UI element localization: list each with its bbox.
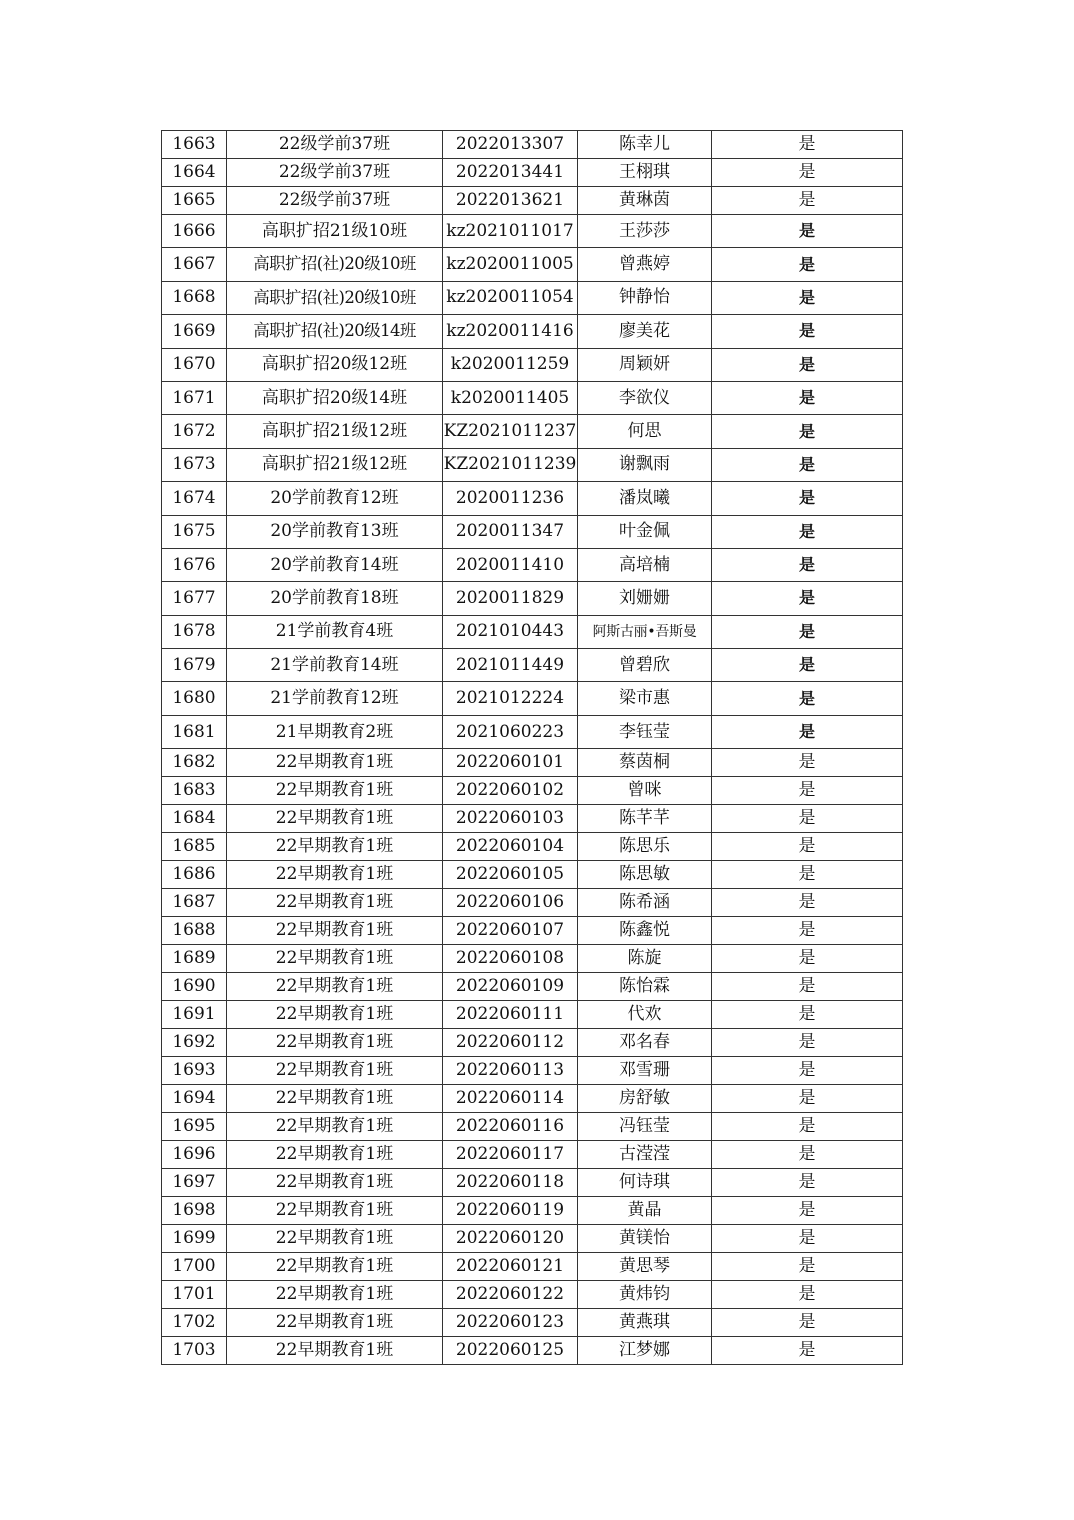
class-cell: 20学前教育13班 — [227, 515, 443, 548]
student-id-cell: 2022013307 — [443, 131, 578, 159]
class-cell: 22早期教育1班 — [227, 861, 443, 889]
student-name-cell: 何思 — [578, 415, 712, 448]
row-number-cell: 1677 — [162, 582, 227, 615]
student-name-cell: 阿斯古丽•吾斯曼 — [578, 615, 712, 648]
status-cell: 是 — [712, 1169, 903, 1197]
student-id-cell: kz2020011054 — [443, 281, 578, 314]
class-cell: 22早期教育1班 — [227, 777, 443, 805]
class-cell: 高职扩招21级12班 — [227, 448, 443, 481]
table-row — [162, 682, 903, 715]
table-row — [162, 159, 903, 187]
status-cell: 是 — [712, 777, 903, 805]
row-number-cell: 1682 — [162, 749, 227, 777]
student-id-cell: 2022013621 — [443, 187, 578, 215]
class-cell: 22早期教育1班 — [227, 1057, 443, 1085]
table-row — [162, 1309, 903, 1337]
table-row — [162, 515, 903, 548]
student-id-cell: KZ2021011237 — [443, 415, 578, 448]
row-number-cell: 1666 — [162, 215, 227, 248]
student-id-cell: 2022060119 — [443, 1197, 578, 1225]
status-cell: 是 — [712, 1337, 903, 1365]
student-id-cell: 2020011410 — [443, 548, 578, 581]
status-cell: 是 — [712, 833, 903, 861]
status-cell: 是 — [712, 1281, 903, 1309]
table-row — [162, 945, 903, 973]
row-number-cell: 1673 — [162, 448, 227, 481]
row-number-cell: 1668 — [162, 281, 227, 314]
class-cell: 高职扩招(社)20级10班 — [227, 248, 443, 281]
student-name-cell: 陈幸儿 — [578, 131, 712, 159]
table-row — [162, 215, 903, 248]
class-cell: 22早期教育1班 — [227, 1169, 443, 1197]
student-name-cell: 代欢 — [578, 1001, 712, 1029]
row-number-cell: 1676 — [162, 548, 227, 581]
table-row — [162, 1001, 903, 1029]
student-name-cell: 何诗琪 — [578, 1169, 712, 1197]
table-row — [162, 1113, 903, 1141]
student-name-cell: 周颖妍 — [578, 348, 712, 381]
table-row — [162, 889, 903, 917]
student-id-cell: 2022060106 — [443, 889, 578, 917]
student-id-cell: 2020011236 — [443, 482, 578, 515]
table-row — [162, 281, 903, 314]
table-row — [162, 1057, 903, 1085]
table-row — [162, 1169, 903, 1197]
table-row — [162, 131, 903, 159]
row-number-cell: 1695 — [162, 1113, 227, 1141]
class-cell: 高职扩招(社)20级14班 — [227, 315, 443, 348]
row-number-cell: 1697 — [162, 1169, 227, 1197]
table-row — [162, 248, 903, 281]
student-name-cell: 邓名春 — [578, 1029, 712, 1057]
table-row — [162, 777, 903, 805]
student-id-cell: 2022060104 — [443, 833, 578, 861]
class-cell: 22早期教育1班 — [227, 1281, 443, 1309]
student-id-cell: k2020011259 — [443, 348, 578, 381]
student-id-cell: 2022013441 — [443, 159, 578, 187]
status-cell: 是 — [712, 582, 903, 615]
table-row — [162, 917, 903, 945]
class-cell: 高职扩招20级14班 — [227, 381, 443, 414]
student-id-cell: 2022060121 — [443, 1253, 578, 1281]
student-name-cell: 廖美花 — [578, 315, 712, 348]
table-row — [162, 715, 903, 748]
class-cell: 22早期教育1班 — [227, 1141, 443, 1169]
row-number-cell: 1700 — [162, 1253, 227, 1281]
table-row — [162, 1085, 903, 1113]
status-cell: 是 — [712, 805, 903, 833]
student-name-cell: 冯钰莹 — [578, 1113, 712, 1141]
table-row — [162, 315, 903, 348]
row-number-cell: 1683 — [162, 777, 227, 805]
student-id-cell: 2022060116 — [443, 1113, 578, 1141]
status-cell: 是 — [712, 548, 903, 581]
student-id-cell: 2022060109 — [443, 973, 578, 1001]
class-cell: 22早期教育1班 — [227, 1029, 443, 1057]
student-name-cell: 王莎莎 — [578, 215, 712, 248]
status-cell: 是 — [712, 187, 903, 215]
student-id-cell: 2022060123 — [443, 1309, 578, 1337]
student-id-cell: 2022060101 — [443, 749, 578, 777]
roster-body — [162, 131, 903, 1365]
status-cell: 是 — [712, 682, 903, 715]
student-name-cell: 黄琳茵 — [578, 187, 712, 215]
row-number-cell: 1690 — [162, 973, 227, 1001]
student-name-cell: 黄炜钧 — [578, 1281, 712, 1309]
status-cell: 是 — [712, 1085, 903, 1113]
student-id-cell: 2022060120 — [443, 1225, 578, 1253]
class-cell: 22早期教育1班 — [227, 1309, 443, 1337]
student-id-cell: 2022060113 — [443, 1057, 578, 1085]
table-row — [162, 1253, 903, 1281]
table-row — [162, 482, 903, 515]
row-number-cell: 1667 — [162, 248, 227, 281]
table-row — [162, 649, 903, 682]
class-cell: 22早期教育1班 — [227, 945, 443, 973]
row-number-cell: 1669 — [162, 315, 227, 348]
class-cell: 高职扩招20级12班 — [227, 348, 443, 381]
status-cell: 是 — [712, 1057, 903, 1085]
table-row — [162, 1029, 903, 1057]
table-row — [162, 833, 903, 861]
row-number-cell: 1702 — [162, 1309, 227, 1337]
student-id-cell: 2022060122 — [443, 1281, 578, 1309]
status-cell: 是 — [712, 1141, 903, 1169]
status-cell: 是 — [712, 159, 903, 187]
student-roster-table — [161, 130, 903, 1365]
table-row — [162, 805, 903, 833]
student-id-cell: 2022060111 — [443, 1001, 578, 1029]
student-name-cell: 蔡茵桐 — [578, 749, 712, 777]
row-number-cell: 1691 — [162, 1001, 227, 1029]
table-row — [162, 1197, 903, 1225]
row-number-cell: 1693 — [162, 1057, 227, 1085]
student-id-cell: KZ2021011239 — [443, 448, 578, 481]
student-id-cell: 2022060108 — [443, 945, 578, 973]
student-name-cell: 陈旋 — [578, 945, 712, 973]
class-cell: 21学前教育14班 — [227, 649, 443, 682]
class-cell: 21学前教育4班 — [227, 615, 443, 648]
class-cell: 22级学前37班 — [227, 159, 443, 187]
status-cell: 是 — [712, 1197, 903, 1225]
status-cell: 是 — [712, 945, 903, 973]
row-number-cell: 1688 — [162, 917, 227, 945]
student-name-cell: 古滢滢 — [578, 1141, 712, 1169]
status-cell: 是 — [712, 1029, 903, 1057]
row-number-cell: 1686 — [162, 861, 227, 889]
row-number-cell: 1687 — [162, 889, 227, 917]
table-row — [162, 448, 903, 481]
student-name-cell: 潘岚曦 — [578, 482, 712, 515]
row-number-cell: 1663 — [162, 131, 227, 159]
student-name-cell: 叶金佩 — [578, 515, 712, 548]
student-name-cell: 陈芊芊 — [578, 805, 712, 833]
table-row — [162, 348, 903, 381]
student-id-cell: 2022060125 — [443, 1337, 578, 1365]
student-id-cell: 2020011347 — [443, 515, 578, 548]
table-row — [162, 1225, 903, 1253]
table-row — [162, 615, 903, 648]
student-id-cell: kz2020011005 — [443, 248, 578, 281]
class-cell: 20学前教育14班 — [227, 548, 443, 581]
status-cell: 是 — [712, 917, 903, 945]
student-name-cell: 曾碧欣 — [578, 649, 712, 682]
status-cell: 是 — [712, 515, 903, 548]
row-number-cell: 1670 — [162, 348, 227, 381]
table-row — [162, 548, 903, 581]
student-id-cell: 2022060103 — [443, 805, 578, 833]
student-id-cell: 2021060223 — [443, 715, 578, 748]
class-cell: 22早期教育1班 — [227, 1225, 443, 1253]
student-name-cell: 陈思乐 — [578, 833, 712, 861]
status-cell: 是 — [712, 448, 903, 481]
student-name-cell: 陈思敏 — [578, 861, 712, 889]
row-number-cell: 1680 — [162, 682, 227, 715]
table-row — [162, 1337, 903, 1365]
row-number-cell: 1679 — [162, 649, 227, 682]
table-row — [162, 973, 903, 1001]
student-name-cell: 黄思琴 — [578, 1253, 712, 1281]
student-id-cell: 2022060117 — [443, 1141, 578, 1169]
class-cell: 22早期教育1班 — [227, 1337, 443, 1365]
row-number-cell: 1678 — [162, 615, 227, 648]
status-cell: 是 — [712, 315, 903, 348]
student-name-cell: 黄晶 — [578, 1197, 712, 1225]
row-number-cell: 1664 — [162, 159, 227, 187]
table-row — [162, 187, 903, 215]
student-name-cell: 曾咪 — [578, 777, 712, 805]
student-name-cell: 曾燕婷 — [578, 248, 712, 281]
status-cell: 是 — [712, 1001, 903, 1029]
table-row — [162, 381, 903, 414]
student-id-cell: kz2020011416 — [443, 315, 578, 348]
class-cell: 22级学前37班 — [227, 187, 443, 215]
table-row — [162, 415, 903, 448]
status-cell: 是 — [712, 1225, 903, 1253]
status-cell: 是 — [712, 749, 903, 777]
status-cell: 是 — [712, 415, 903, 448]
student-id-cell: 2021010443 — [443, 615, 578, 648]
status-cell: 是 — [712, 861, 903, 889]
row-number-cell: 1701 — [162, 1281, 227, 1309]
class-cell: 22早期教育1班 — [227, 1085, 443, 1113]
student-name-cell: 邓雪珊 — [578, 1057, 712, 1085]
status-cell: 是 — [712, 1309, 903, 1337]
row-number-cell: 1685 — [162, 833, 227, 861]
student-name-cell: 江梦娜 — [578, 1337, 712, 1365]
row-number-cell: 1671 — [162, 381, 227, 414]
student-id-cell: 2020011829 — [443, 582, 578, 615]
row-number-cell: 1681 — [162, 715, 227, 748]
status-cell: 是 — [712, 715, 903, 748]
status-cell: 是 — [712, 973, 903, 1001]
student-name-cell: 陈怡霖 — [578, 973, 712, 1001]
row-number-cell: 1665 — [162, 187, 227, 215]
row-number-cell: 1684 — [162, 805, 227, 833]
class-cell: 22早期教育1班 — [227, 833, 443, 861]
class-cell: 21学前教育12班 — [227, 682, 443, 715]
status-cell: 是 — [712, 649, 903, 682]
student-id-cell: k2020011405 — [443, 381, 578, 414]
student-name-cell: 高培楠 — [578, 548, 712, 581]
class-cell: 22级学前37班 — [227, 131, 443, 159]
student-id-cell: 2022060105 — [443, 861, 578, 889]
status-cell: 是 — [712, 615, 903, 648]
student-id-cell: 2021011449 — [443, 649, 578, 682]
row-number-cell: 1674 — [162, 482, 227, 515]
class-cell: 22早期教育1班 — [227, 1001, 443, 1029]
row-number-cell: 1675 — [162, 515, 227, 548]
row-number-cell: 1699 — [162, 1225, 227, 1253]
student-name-cell: 刘姗姗 — [578, 582, 712, 615]
class-cell: 22早期教育1班 — [227, 805, 443, 833]
row-number-cell: 1694 — [162, 1085, 227, 1113]
class-cell: 22早期教育1班 — [227, 1253, 443, 1281]
class-cell: 高职扩招21级12班 — [227, 415, 443, 448]
row-number-cell: 1692 — [162, 1029, 227, 1057]
student-name-cell: 谢飘雨 — [578, 448, 712, 481]
status-cell: 是 — [712, 482, 903, 515]
class-cell: 22早期教育1班 — [227, 749, 443, 777]
student-name-cell: 王栩琪 — [578, 159, 712, 187]
student-name-cell: 黄镁怡 — [578, 1225, 712, 1253]
student-name-cell: 李钰莹 — [578, 715, 712, 748]
student-name-cell: 陈鑫悦 — [578, 917, 712, 945]
table-row — [162, 1141, 903, 1169]
student-name-cell: 黄燕琪 — [578, 1309, 712, 1337]
class-cell: 22早期教育1班 — [227, 973, 443, 1001]
student-id-cell: 2022060112 — [443, 1029, 578, 1057]
row-number-cell: 1689 — [162, 945, 227, 973]
student-id-cell: 2022060107 — [443, 917, 578, 945]
student-id-cell: 2022060102 — [443, 777, 578, 805]
class-cell: 20学前教育12班 — [227, 482, 443, 515]
row-number-cell: 1672 — [162, 415, 227, 448]
student-id-cell: 2022060114 — [443, 1085, 578, 1113]
status-cell: 是 — [712, 248, 903, 281]
class-cell: 高职扩招(社)20级10班 — [227, 281, 443, 314]
status-cell: 是 — [712, 889, 903, 917]
status-cell: 是 — [712, 281, 903, 314]
class-cell: 22早期教育1班 — [227, 889, 443, 917]
student-id-cell: kz2021011017 — [443, 215, 578, 248]
table-row — [162, 861, 903, 889]
status-cell: 是 — [712, 348, 903, 381]
class-cell: 22早期教育1班 — [227, 1197, 443, 1225]
table-row — [162, 1281, 903, 1309]
status-cell: 是 — [712, 1253, 903, 1281]
student-id-cell: 2021012224 — [443, 682, 578, 715]
class-cell: 20学前教育18班 — [227, 582, 443, 615]
class-cell: 22早期教育1班 — [227, 917, 443, 945]
row-number-cell: 1698 — [162, 1197, 227, 1225]
status-cell: 是 — [712, 131, 903, 159]
student-name-cell: 李欲仪 — [578, 381, 712, 414]
class-cell: 21早期教育2班 — [227, 715, 443, 748]
student-name-cell: 梁市惠 — [578, 682, 712, 715]
table-row — [162, 582, 903, 615]
status-cell: 是 — [712, 381, 903, 414]
student-name-cell: 钟静怡 — [578, 281, 712, 314]
row-number-cell: 1703 — [162, 1337, 227, 1365]
class-cell: 高职扩招21级10班 — [227, 215, 443, 248]
status-cell: 是 — [712, 215, 903, 248]
table-row — [162, 749, 903, 777]
student-name-cell: 陈希涵 — [578, 889, 712, 917]
student-name-cell: 房舒敏 — [578, 1085, 712, 1113]
row-number-cell: 1696 — [162, 1141, 227, 1169]
status-cell: 是 — [712, 1113, 903, 1141]
student-id-cell: 2022060118 — [443, 1169, 578, 1197]
class-cell: 22早期教育1班 — [227, 1113, 443, 1141]
